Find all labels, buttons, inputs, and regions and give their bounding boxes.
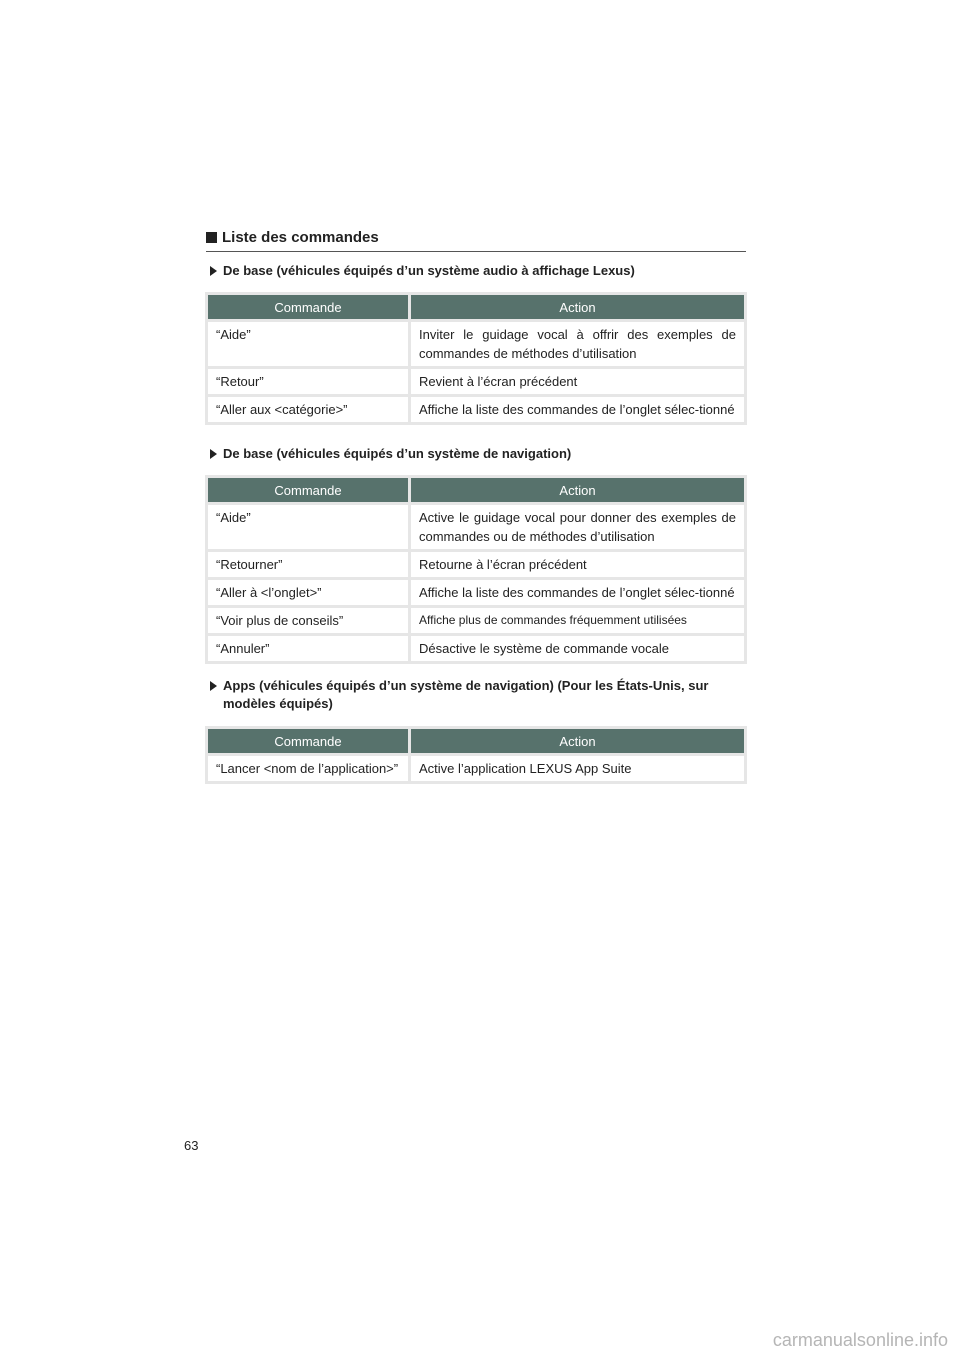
table-row <box>208 636 744 661</box>
triangle-bullet-icon <box>210 266 217 276</box>
table-row <box>208 552 744 577</box>
action-cell: Affiche la liste des commandes de l’onglet sélec-tionné <box>411 397 744 422</box>
table-header-row <box>208 729 744 753</box>
section-title: Liste des commandes <box>222 229 379 246</box>
square-bullet-icon <box>206 232 217 243</box>
action-cell: Affiche plus de commandes fréquemment utilisées <box>411 608 744 633</box>
action-cell: Active le guidage vocal pour donner des exemples de commandes ou de méthodes d’utilisation <box>411 505 744 549</box>
table-header-row <box>208 478 744 502</box>
triangle-bullet-icon <box>210 681 217 691</box>
subsection-heading-3 <box>210 677 746 713</box>
subsection-heading-2 <box>210 445 746 463</box>
table-row <box>208 580 744 605</box>
table-row <box>208 369 744 394</box>
column-header-action: Action <box>411 478 744 502</box>
table-row <box>208 397 744 422</box>
action-cell: Inviter le guidage vocal à offrir des exemples de commandes de méthodes d’utilisation <box>411 322 744 366</box>
section-heading <box>206 229 746 252</box>
triangle-bullet-icon <box>210 449 217 459</box>
commands-table-3 <box>205 726 747 784</box>
action-cell: Désactive le système de commande vocale <box>411 636 744 661</box>
commands-table-1 <box>205 292 747 425</box>
action-cell: Retourne à l’écran précédent <box>411 552 744 577</box>
command-cell: “Annuler” <box>208 636 408 661</box>
command-cell: “Aller aux <catégorie>” <box>208 397 408 422</box>
subsection-title: De base (véhicules équipés d’un système audio à affichage Lexus) <box>223 263 635 278</box>
column-header-command: Commande <box>208 729 408 753</box>
table-row <box>208 505 744 549</box>
command-cell: “Aller à <l’onglet>” <box>208 580 408 605</box>
command-cell: “Voir plus de conseils” <box>208 608 408 633</box>
subsection-title: Apps (véhicules équipés d’un système de navigation) (Pour les États-Unis, sur modèles équipés) <box>223 678 709 711</box>
column-header-action: Action <box>411 729 744 753</box>
column-header-command: Commande <box>208 295 408 319</box>
command-cell: “Aide” <box>208 322 408 366</box>
column-header-command: Commande <box>208 478 408 502</box>
action-cell: Revient à l’écran précédent <box>411 369 744 394</box>
watermark: carmanualsonline.info <box>772 1330 948 1350</box>
commands-table-2 <box>205 475 747 664</box>
subsection-heading-1 <box>210 262 746 280</box>
table-row <box>208 322 744 366</box>
command-cell: “Aide” <box>208 505 408 549</box>
action-cell: Active l’application LEXUS App Suite <box>411 756 744 781</box>
command-cell: “Retourner” <box>208 552 408 577</box>
column-header-action: Action <box>411 295 744 319</box>
command-cell: “Lancer <nom de l’application>” <box>208 756 408 781</box>
page-number: 63 <box>184 1138 199 1153</box>
table-header-row <box>208 295 744 319</box>
subsection-title: De base (véhicules équipés d’un système de navigation) <box>223 446 572 461</box>
action-cell: Affiche la liste des commandes de l’onglet sélec-tionné <box>411 580 744 605</box>
table-row <box>208 608 744 633</box>
table-row <box>208 756 744 781</box>
command-cell: “Retour” <box>208 369 408 394</box>
